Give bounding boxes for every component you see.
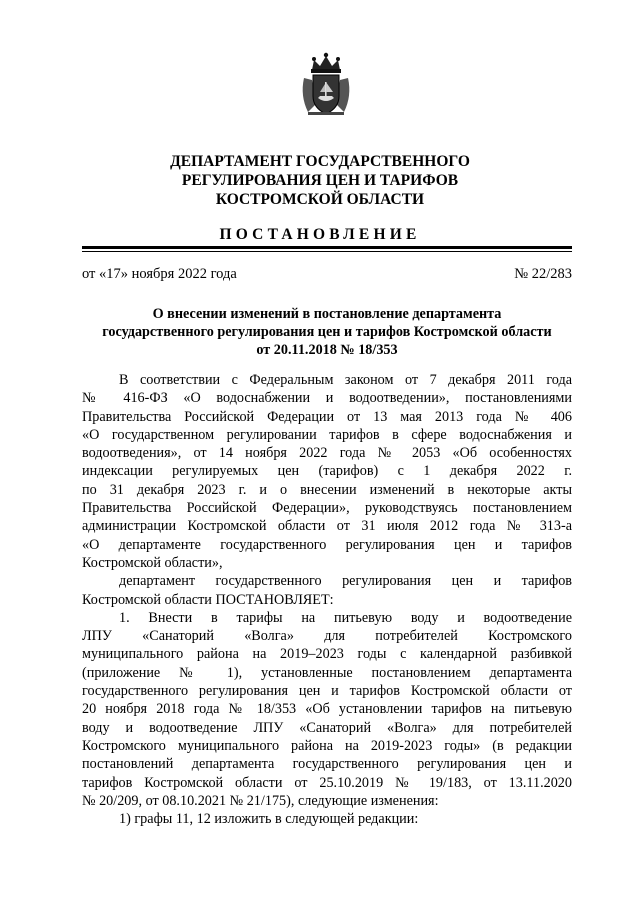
body-line: (приложение № 1), установленные постановлением департамента bbox=[82, 664, 572, 681]
document-type: ПОСТАНОВЛЕНИЕ bbox=[219, 226, 421, 243]
org-line-3: КОСТРОМСКОЙ ОБЛАСТИ bbox=[215, 191, 425, 208]
body-line: «О департаменте государственного регулирования цен и тарифов bbox=[82, 536, 572, 553]
org-line-2: РЕГУЛИРОВАНИЯ ЦЕН И ТАРИФОВ bbox=[181, 172, 459, 189]
title-line-2: государственного регулирования цен и тарифов Костромской области bbox=[102, 324, 552, 340]
body-line: Правительства Российской Федерации от 13 мая 2013 года № 406 bbox=[82, 408, 572, 425]
header-rule-thick bbox=[82, 246, 572, 249]
kostroma-coat-of-arms-icon bbox=[298, 52, 354, 118]
body-line: воду и водоотведение ЛПУ «Санаторий «Волга» для потребителей bbox=[82, 719, 572, 736]
body-line: водоотведения», от 14 ноября 2022 года № 2053 «Об особенностях bbox=[82, 445, 572, 462]
header-rule-thin bbox=[82, 251, 572, 252]
date-number-line bbox=[82, 266, 572, 283]
title-line-3: от 20.11.2018 № 18/353 bbox=[256, 342, 398, 358]
body-line: государственного регулирования цен и тарифов Костромской области от bbox=[82, 683, 572, 700]
body-line: по 31 декабря 2023 г. и о внесении изменений в некоторые акты bbox=[82, 481, 572, 498]
body-line: 20 ноября 2018 года № 18/353 «Об установлении тарифов на питьевую bbox=[82, 701, 572, 718]
org-line-1: ДЕПАРТАМЕНТ ГОСУДАРСТВЕННОГО bbox=[170, 153, 470, 170]
body-line: муниципального района на 2019–2023 годы с календарной разбивкой bbox=[82, 646, 572, 663]
body-line: индексации регулируемых цен (тарифов) с 1 декабря 2022 г. bbox=[82, 463, 572, 480]
document-number: № 22/283 bbox=[514, 266, 572, 282]
document-title bbox=[82, 305, 572, 359]
body-line: Костромской области», bbox=[82, 554, 223, 571]
body-line: департамент государственного регулирования цен и тарифов bbox=[119, 573, 572, 590]
body-line: В соответствии с Федеральным законом от 7 декабря 2011 года bbox=[119, 372, 572, 388]
body-line: постановлений департамента государственного регулирования цен и bbox=[82, 756, 572, 773]
body-line: администрации Костромской области от 31 июля 2012 года № 313-а bbox=[82, 518, 572, 535]
body-line: № 20/209, от 08.10.2021 № 21/175), следующие изменения: bbox=[82, 792, 439, 809]
body-line: 1) графы 11, 12 изложить в следующей редакции: bbox=[119, 811, 419, 828]
body-line: № 416-ФЗ «О водоснабжении и водоотведении», постановлениями bbox=[82, 390, 572, 407]
document-date: от «17» ноября 2022 года bbox=[82, 266, 237, 282]
body-line: Костромского муниципального района на 2019-2023 годы» (в редакции bbox=[82, 737, 572, 754]
body-line: тарифов Костромской области от 25.10.2019 № 19/183, от 13.11.2020 bbox=[82, 774, 572, 791]
body-line: Костромской области ПОСТАНОВЛЯЕТ: bbox=[82, 591, 334, 608]
body-line: «О государственном регулировании тарифов в сфере водоснабжения и bbox=[82, 426, 572, 443]
body-line: ЛПУ «Санаторий «Волга» для потребителей Костромского bbox=[82, 628, 572, 645]
body-line: Правительства Российской Федерации», руководствуясь постановлением bbox=[82, 500, 572, 517]
document-body bbox=[82, 371, 572, 828]
title-line-1: О внесении изменений в постановление департамента bbox=[152, 306, 502, 322]
body-line: 1. Внести в тарифы на питьевую воду и водоотведение bbox=[119, 609, 572, 626]
organization-name bbox=[0, 152, 640, 209]
